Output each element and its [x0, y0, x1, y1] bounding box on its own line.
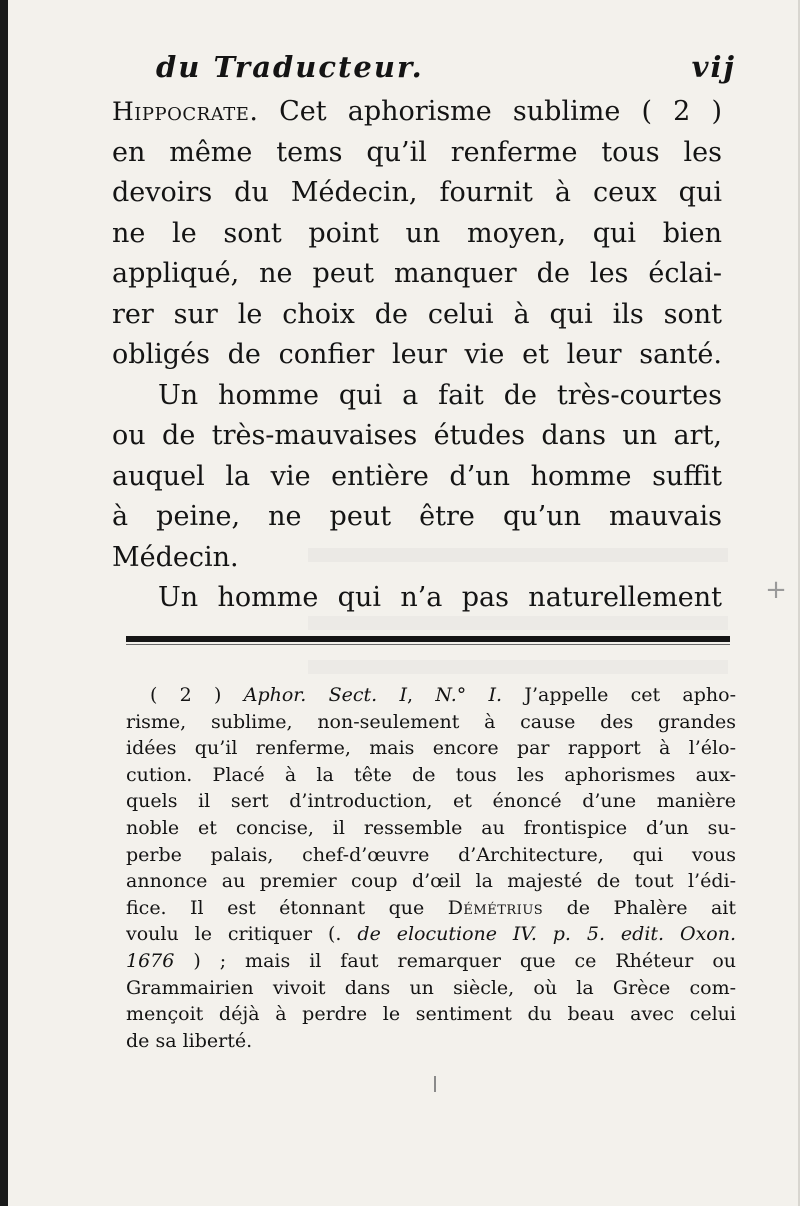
page-folio: vij	[691, 50, 736, 84]
footnote-line: perbe palais, chef-d’œuvre d’Architecture, qui vous	[126, 843, 736, 866]
citation: de elocutione IV. p. 5. edit. Oxon.	[357, 923, 736, 946]
text-line: rer sur le choix de celui à qui ils sont	[112, 298, 722, 330]
footnote-line: mençoit déjà à perdre le sentiment du beau avec celui	[126, 1003, 736, 1026]
text-fragment: ) ; mais il faut remarquer que ce Rhéteur ou	[193, 949, 736, 972]
footnote-line	[126, 895, 736, 922]
footnote-line: Grammairien vivoit dans un siècle, où la Grèce com-	[126, 976, 736, 999]
text-fragment: J’appelle cet apho-	[524, 684, 736, 706]
text-line: en même tems qu’il renferme tous les	[112, 136, 722, 168]
text-line: appliqué, ne peut manquer de les éclai-	[112, 258, 722, 289]
text-line: ou de très-mauvaises études dans un art,	[112, 420, 722, 451]
paragraph-start-line: Un homme qui a fait de très-courtes	[158, 379, 722, 411]
body-text	[112, 92, 722, 619]
text-line: auquel la vie entière d’un homme suffit	[112, 460, 722, 492]
author-name: Démétrius	[447, 896, 544, 919]
footnote-line: noble et concise, il ressemble au frontispice d’un su-	[126, 816, 736, 839]
text-line: Médecin.	[112, 541, 239, 573]
paragraph-start-line: Un homme qui n’a pas naturellement	[158, 582, 722, 613]
footnote-rule-thin	[126, 644, 730, 645]
show-through-shadow	[308, 660, 728, 674]
footnote-line: de sa liberté.	[126, 1029, 253, 1052]
citation-year: 1676	[126, 949, 175, 972]
author-name: Hippocrate	[112, 97, 250, 126]
text-fragment: fice. Il est étonnant que	[126, 896, 425, 919]
text-line: ne le sont point un moyen, qui bien	[112, 217, 722, 249]
margin-mark: +	[765, 575, 787, 605]
footnote-line: cution. Placé à la tête de tous les aphorismes aux-	[126, 763, 736, 786]
footnote-reference: N.° I.	[435, 684, 503, 706]
footnote-line: annonce au premier coup d’œil la majesté de tout l’édi-	[126, 870, 736, 893]
running-head	[156, 50, 736, 90]
footnote-marker: ( 2 )	[150, 684, 222, 706]
text-fragment: de Phalère ait	[566, 896, 736, 919]
footnote-rule	[126, 636, 730, 642]
footnote-reference: Sect. I	[328, 684, 407, 706]
stray-mark	[434, 1076, 436, 1092]
footnote-line	[126, 948, 736, 975]
footnote-reference: Aphor.	[243, 684, 307, 706]
text-fragment: . Cet aphorisme sublime ( 2 )	[249, 96, 722, 127]
text-line: à peine, ne peut être qu’un mauvais	[112, 501, 722, 532]
footnote-line: quels il sert d’introduction, et énoncé d’une manière	[126, 790, 736, 813]
footnote-line: risme, sublime, non-seulement à cause des grandes	[126, 710, 736, 733]
text-line: devoirs du Médecin, fournit à ceux qui	[112, 177, 722, 208]
running-head-title: du Traducteur.	[156, 50, 424, 84]
text-line	[112, 92, 722, 133]
text-line: obligés de confier leur vie et leur santé.	[112, 339, 722, 370]
footnote-line: ( 2 ) Aphor. Sect. I, N.° I. J’appelle cet apho-	[150, 684, 736, 706]
footnote-line: idées qu’il renferme, mais encore par rapport à l’élo-	[126, 737, 736, 760]
footnote	[126, 682, 736, 1054]
text-fragment: voulu le critiquer (.	[126, 923, 342, 946]
footnote-line	[126, 921, 736, 948]
